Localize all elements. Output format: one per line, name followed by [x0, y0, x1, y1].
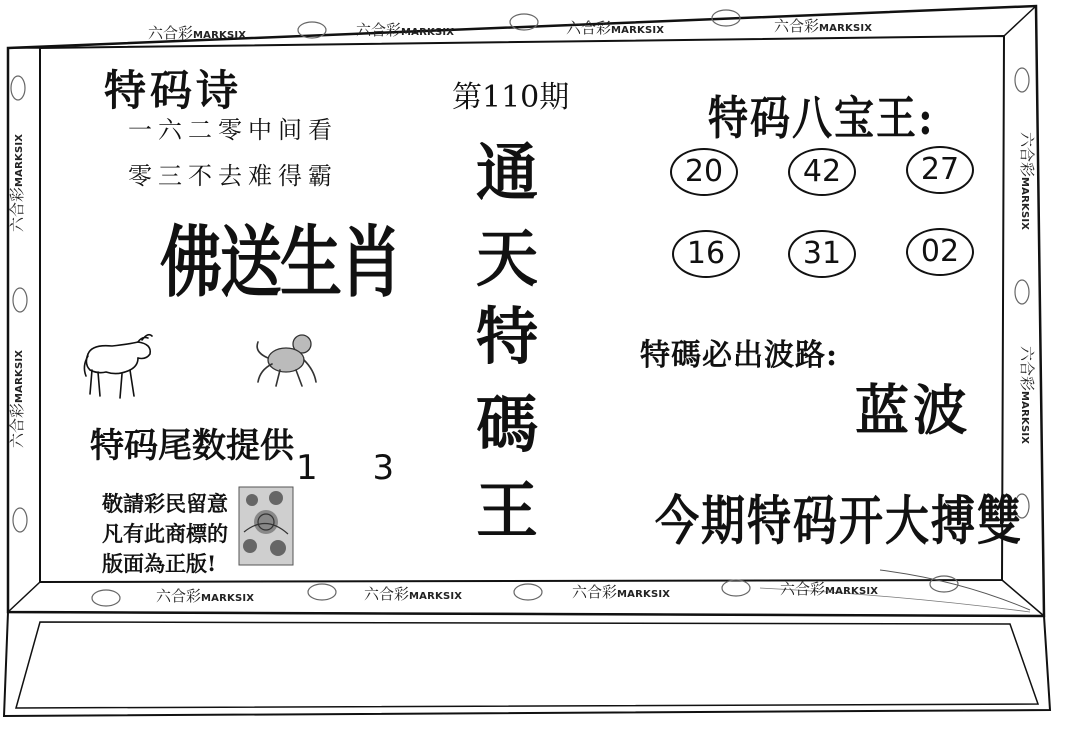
- big-code-banner: 今期特码开大搏雙: [655, 491, 1023, 553]
- issue-number: 第110期: [452, 80, 570, 115]
- number-ball: 20: [670, 148, 738, 196]
- watermark-left-1: 六合彩MARKSIX: [8, 133, 26, 232]
- vertical-title-char-1: 通: [475, 136, 538, 209]
- watermark-top-3: 六合彩MARKSIX: [566, 19, 665, 37]
- number-ball: 02: [906, 228, 974, 276]
- watermark-top-1: 六合彩MARKSIX: [148, 24, 247, 42]
- vertical-title-char-5: 王: [475, 474, 538, 547]
- notice-line-1: 敬請彩民留意: [102, 491, 228, 516]
- number-ball: 31: [788, 230, 856, 278]
- wave-label: 特碼必出波路:: [640, 338, 839, 373]
- watermark-bottom-2: 六合彩MARKSIX: [364, 585, 463, 603]
- watermark-right-1: 六合彩MARKSIX: [1018, 132, 1036, 231]
- vertical-title-char-2: 天: [475, 222, 538, 295]
- monkey-icon: [250, 330, 328, 390]
- notice-line-2: 凡有此商標的: [102, 521, 228, 546]
- number-ball: 42: [788, 148, 856, 196]
- vertical-title-char-3: 特: [475, 300, 538, 373]
- zodiac-gift-heading: 佛送生肖: [160, 216, 401, 308]
- watermark-bottom-3: 六合彩MARKSIX: [572, 583, 671, 601]
- ox-icon: [78, 330, 158, 402]
- watermark-left-2: 六合彩MARKSIX: [8, 349, 26, 448]
- eight-treasures-title: 特码八宝王:: [708, 91, 935, 146]
- number-ball: 27: [906, 146, 974, 194]
- tail-digits-value: 1 3: [296, 448, 417, 488]
- number-ball: 16: [672, 230, 740, 278]
- poem-line-1: 一六二零中间看: [128, 116, 338, 144]
- watermark-top-2: 六合彩MARKSIX: [356, 21, 455, 39]
- vertical-title-char-4: 碼: [475, 388, 538, 461]
- trademark-stamp-icon: [238, 486, 294, 566]
- watermark-bottom-1: 六合彩MARKSIX: [156, 587, 255, 605]
- watermark-top-4: 六合彩MARKSIX: [774, 17, 873, 35]
- poem-title: 特码诗: [104, 66, 243, 115]
- poem-line-2: 零三不去难得霸: [128, 162, 338, 190]
- wave-value: 蓝波: [855, 378, 971, 442]
- notice-line-3: 版面為正版!: [102, 551, 217, 576]
- watermark-right-2: 六合彩MARKSIX: [1018, 346, 1036, 445]
- watermark-bottom-4: 六合彩MARKSIX: [780, 580, 879, 598]
- tail-digits-label: 特码尾数提供: [90, 426, 294, 466]
